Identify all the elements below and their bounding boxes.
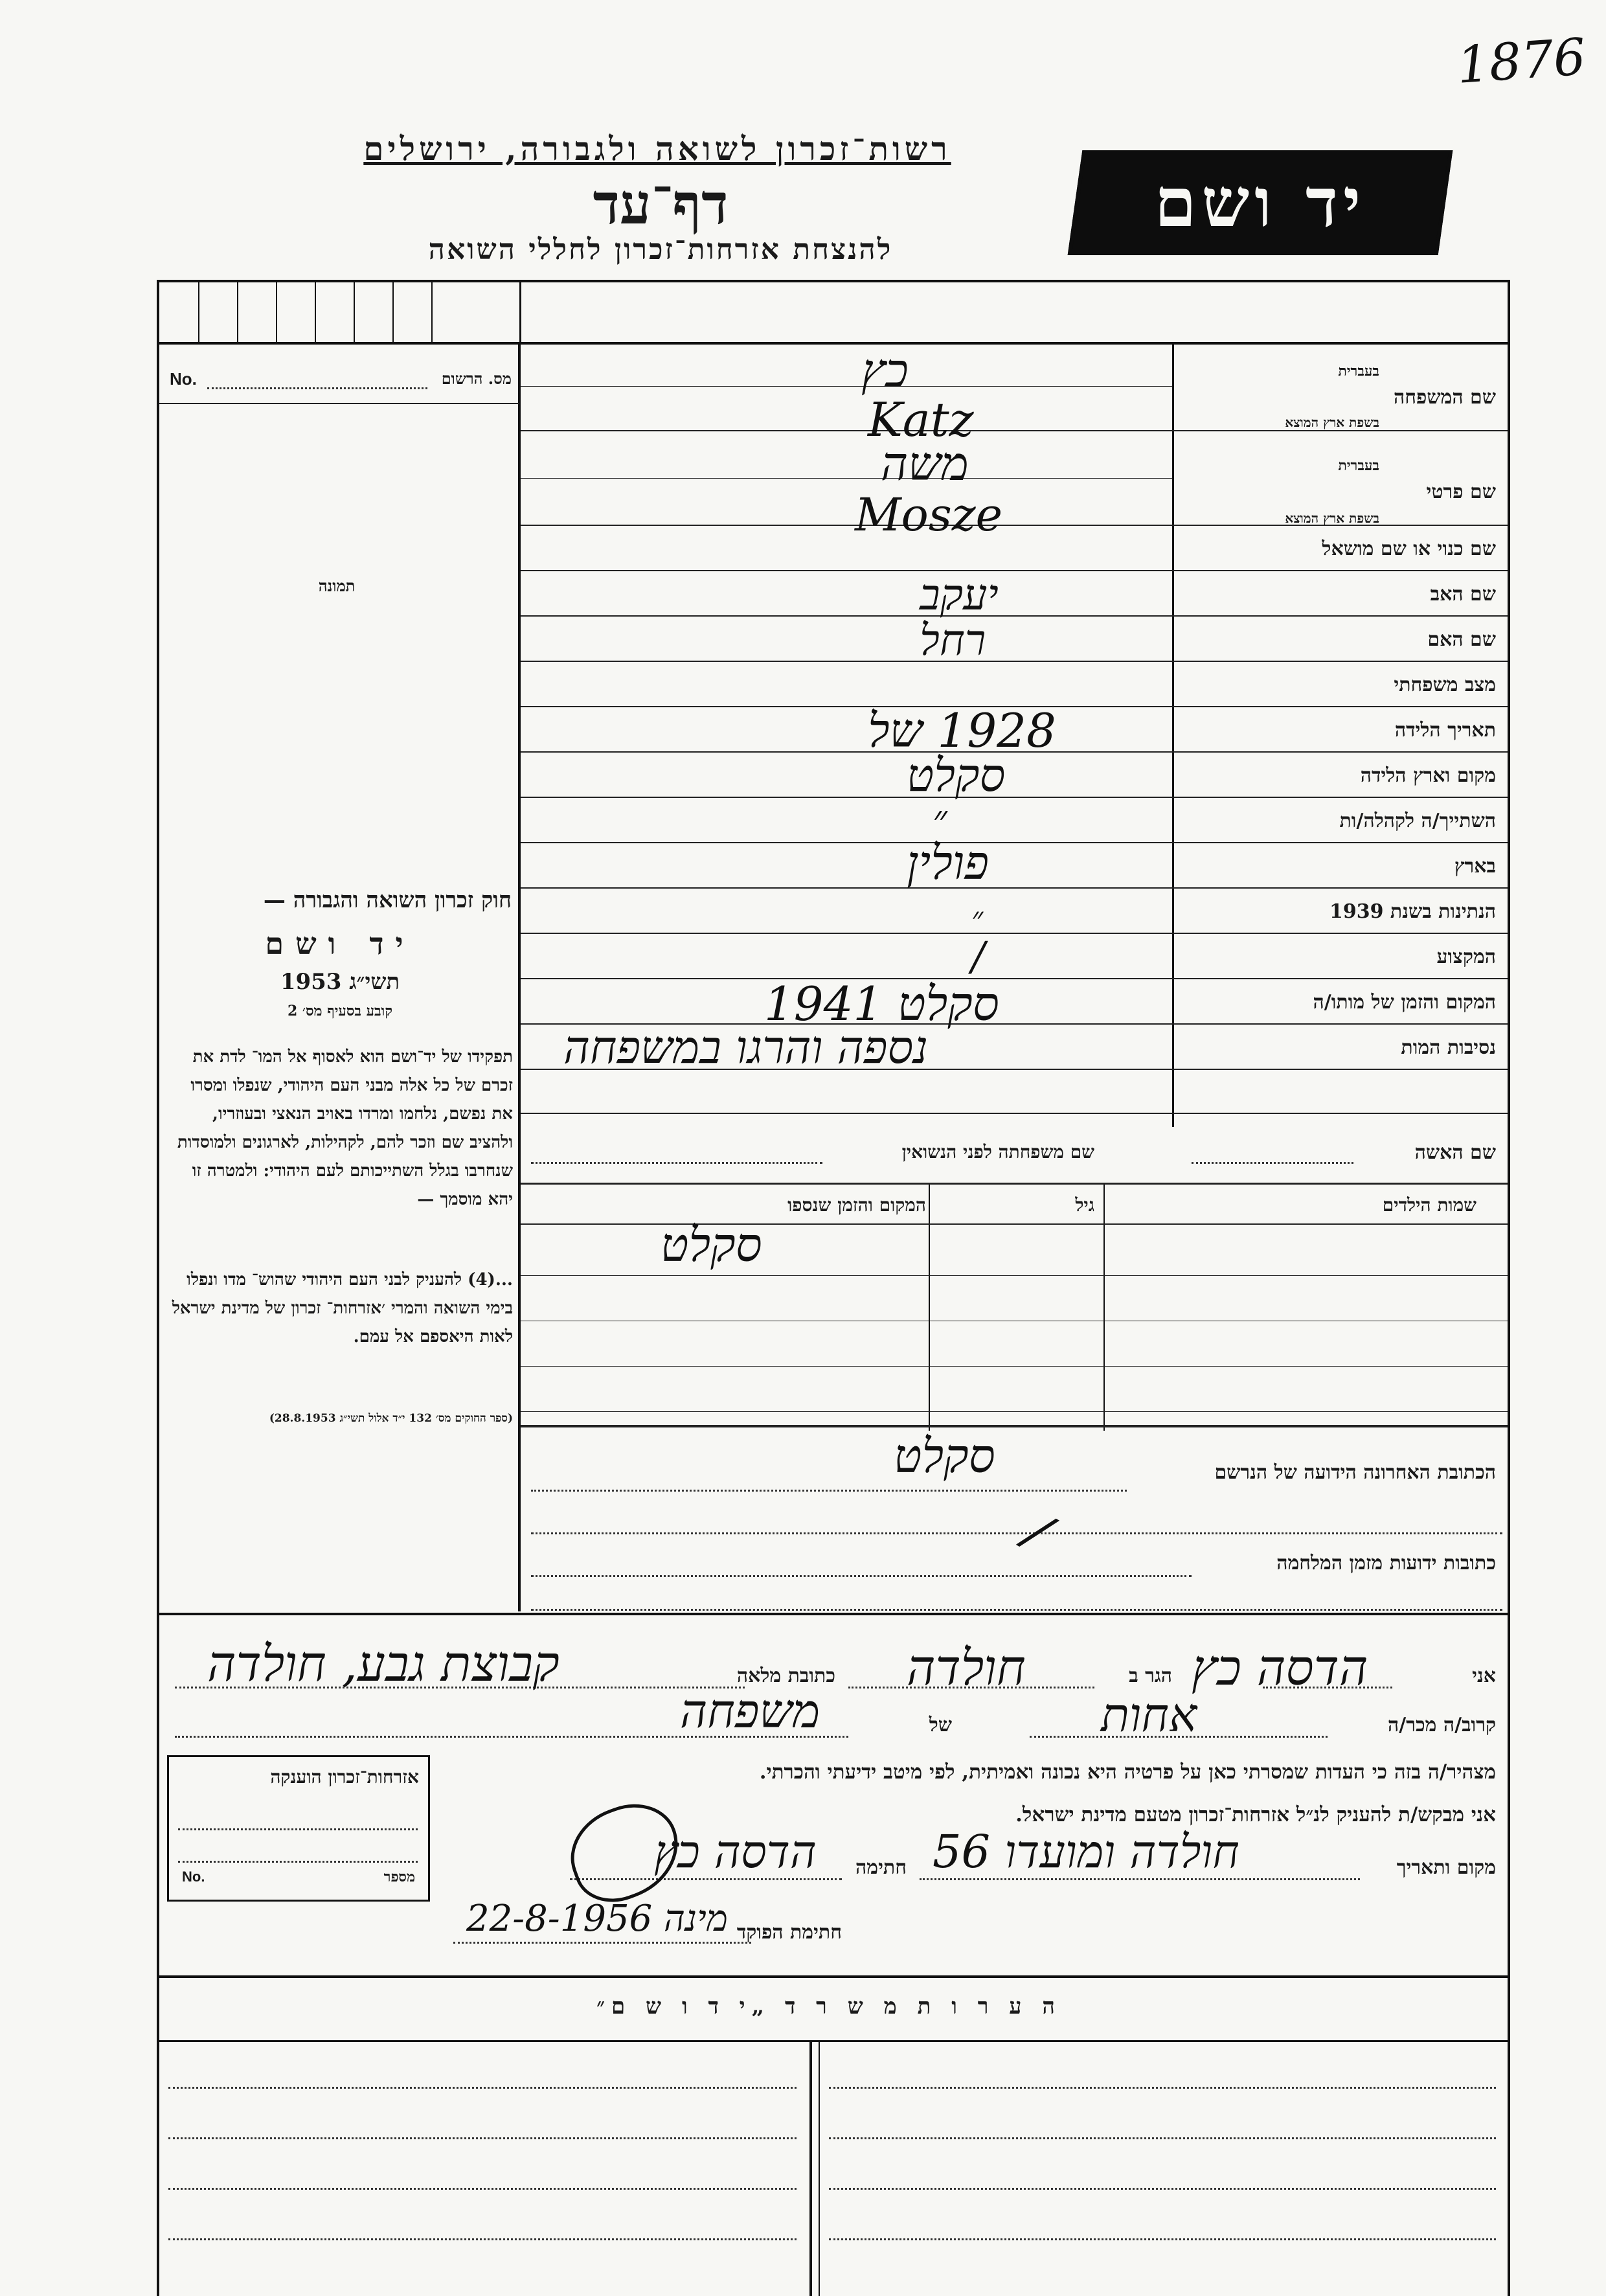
children-row-1-place[interactable]: סקלט <box>661 1218 762 1272</box>
death-place-time-value[interactable]: סקלט 1941 <box>764 977 999 1031</box>
request-text: אני מבקש/ת להעניק לנ״ל אזרחות־זכרון מטעם מדינת ישראל. <box>1015 1803 1496 1826</box>
birth-date-label: תאריך הלידה <box>1394 719 1496 742</box>
family-name-sub-hebrew: בעברית <box>1338 363 1379 380</box>
family-name-sub-origin: בשפת ארץ המוצא <box>1285 415 1379 430</box>
officer-signature-value[interactable]: מינה 22-8-1956 <box>466 1898 728 1940</box>
code-boxes <box>159 282 522 342</box>
honorary-citizenship-title: אזרחות־זכרון הוענקה <box>270 1766 419 1788</box>
full-address-label: כתובת מלאה <box>736 1665 835 1687</box>
frame-right <box>1508 280 1510 2296</box>
of-value[interactable]: משפחה <box>680 1684 820 1738</box>
first-name-hebrew-value[interactable]: משה <box>881 437 969 491</box>
honorary-citizenship-box <box>167 1755 430 1902</box>
office-notes-divider <box>809 2040 812 2296</box>
office-notes-divider-2 <box>819 2040 820 2296</box>
header-subtitle: להנצחת אזרחות־זכרון לחללי השואה <box>428 233 893 266</box>
wartime-dots <box>531 1575 1192 1577</box>
first-name-sub-hebrew: בעברית <box>1338 457 1379 474</box>
family-name-origin-value[interactable]: Katz <box>868 392 974 447</box>
office-note-line-7 <box>168 2238 797 2240</box>
community-value[interactable]: ״ <box>933 797 947 842</box>
registration-no-dots <box>207 387 427 389</box>
office-notes-top <box>157 1975 1510 1978</box>
declarant-resident-label: הגר ב <box>1129 1665 1172 1687</box>
death-circumstances-value[interactable]: נספה והרגו במשפחה <box>563 1021 929 1074</box>
place-date-value[interactable]: חולדה ומועדו 56 <box>933 1825 1239 1878</box>
birth-date-value[interactable]: 1928 של <box>868 703 1056 758</box>
birth-place-value[interactable]: סקלט <box>907 749 1006 802</box>
law-name: יד ושם <box>265 926 415 961</box>
last-address-label: הכתובת האחרונה הידועה של הנרשם <box>1214 1461 1496 1484</box>
honorary-no-label: מספר <box>383 1869 415 1885</box>
full-address-value[interactable]: קבוצת גבע, חולדה <box>207 1635 560 1692</box>
corner-number: 1876 <box>1455 28 1588 95</box>
header-authority: רשות־זכרון לשואה ולגבורה, ירושלים <box>363 130 951 168</box>
father-name-value[interactable]: יעקב <box>920 570 999 620</box>
logo-text: יד ושם <box>1154 163 1366 242</box>
mother-name-label: שם האם <box>1427 628 1496 651</box>
last-address-value[interactable]: סקלט <box>894 1429 995 1483</box>
office-note-line-1 <box>168 2087 797 2089</box>
wartime-address-label-text: כתובות ידועות מזמן המלחמה <box>1276 1552 1496 1574</box>
office-note-line-8 <box>829 2238 1496 2240</box>
wife-dots <box>1192 1162 1353 1164</box>
of-label: של <box>929 1714 952 1736</box>
office-note-line-5 <box>168 2188 797 2190</box>
declarant-i-value[interactable]: הדסה כץ <box>1192 1639 1368 1696</box>
registration-no-label: מס. הרשום <box>441 369 512 388</box>
wartime-address-value[interactable]: / <box>1015 1501 1061 1562</box>
wife-maiden-dots <box>531 1162 822 1164</box>
header-title: דף־עד <box>593 172 729 237</box>
officer-dots <box>453 1942 751 1944</box>
country-value[interactable]: פולין <box>907 835 990 890</box>
family-name-hebrew-value[interactable]: כץ <box>861 343 909 398</box>
office-notes-header-line <box>157 2040 1510 2042</box>
community-label: השתייך/ה לקהלה/ות <box>1339 810 1496 832</box>
law-text-1: תפקידו של יד־ושם הוא לאסוף אל המו־ לדת את זכרם של כל אלה מבני העם היהודי, שנפלו ומסרו את נפשם, נלחמו ומרדו באויב הנאצי ובעוזריו, ולהציב שם וזכר להם, לקהילות, לארגונים ולמוסדות שנחרבו בגלל השתייכותם לעם היהודי: ולמטרה זו יהא מוסמך — <box>177 1047 513 1209</box>
first-name-label: שם פרטי <box>1426 481 1496 503</box>
honorary-no-prefix: No. <box>182 1869 205 1885</box>
children-names-header: שמות הילדים <box>1382 1194 1476 1216</box>
office-note-line-2 <box>829 2087 1496 2089</box>
first-name-origin-value[interactable]: Mosze <box>855 488 1003 541</box>
place-date-label: מקום ותאריך <box>1396 1856 1496 1879</box>
officer-signature-label: חתימת הפוקד <box>736 1921 842 1944</box>
law-clause: קובע בסעיף מס׳ 2 <box>287 1003 393 1019</box>
marital-status-label: מצב משפחתי <box>1394 674 1496 696</box>
birth-place-label: מקום וארץ הלידה <box>1360 764 1496 787</box>
addresses-bottom-line <box>157 1613 1510 1615</box>
citizenship-1939-label: הנתינות בשנת 1939 <box>1329 900 1496 923</box>
registration-no-prefix: No. <box>170 369 197 389</box>
profession-label: המקצוע <box>1436 946 1496 968</box>
wife-maiden-label: שם משפחתה לפני הנשואין <box>901 1141 1094 1163</box>
office-note-line-3 <box>168 2137 797 2139</box>
law-year: תשי״ג 1953 <box>280 969 400 995</box>
signature-label: חתימה <box>855 1856 907 1879</box>
father-name-label: שם האב <box>1430 583 1496 606</box>
frame-left <box>157 280 159 2296</box>
nickname-label: שם כנוי או שם מושאל <box>1322 538 1496 560</box>
photo-label: תמונה <box>318 576 356 595</box>
law-title: חוק זכרון השואה והגבורה — <box>263 887 512 913</box>
law-text-2: ...(4) להעניק לבני העם היהודי שהוש־ מדו ונפלו בימי השואה והמרי ׳אזרחות־ זכרון של מדינת ישראל לאות היאספם אל עמם. <box>172 1270 513 1347</box>
registration-no-line <box>159 403 519 404</box>
relative-label: קרוב/ה מכר/ה <box>1388 1714 1496 1736</box>
signature-value[interactable]: הדסה כץ <box>654 1825 817 1878</box>
last-address-dots <box>531 1490 1127 1492</box>
office-notes-title: ה ע ר ו ת מ ש ר ד „י ד ו ש ם״ <box>596 1994 1061 2019</box>
children-age-header: גיל <box>1075 1194 1094 1216</box>
office-note-line-6 <box>829 2188 1496 2190</box>
country-label: בארץ <box>1454 855 1496 878</box>
law-source: (ספר החוקים מס׳ 132 י״ד אלול תשי״ג 28.8.1953) <box>269 1412 513 1425</box>
family-name-label: שם המשפחה <box>1393 386 1496 409</box>
children-place-header: המקום והזמן שנספו <box>787 1194 926 1216</box>
profession-value[interactable]: / <box>971 933 985 980</box>
death-place-time-label: המקום והזמן של מותו/ה <box>1313 991 1496 1014</box>
addresses-top-line <box>521 1425 1508 1427</box>
declarant-resident-value[interactable]: חולדה <box>907 1639 1026 1696</box>
first-name-sub-origin: בשפת ארץ המוצא <box>1285 510 1379 526</box>
wife-label: שם האשה <box>1414 1141 1496 1164</box>
last-address-dots-2 <box>531 1532 1502 1534</box>
declarant-i-label: אני <box>1472 1665 1496 1687</box>
yad-vashem-logo <box>1068 150 1453 255</box>
death-circumstances-label: נסיבות המות <box>1401 1036 1496 1059</box>
citizenship-1939-value[interactable]: ״ <box>971 900 984 937</box>
office-note-line-4 <box>829 2137 1496 2139</box>
wartime-dots-2 <box>531 1609 1502 1611</box>
mother-name-value[interactable]: רחל <box>920 615 986 665</box>
declaration-text: מצהיר/ה בזה כי העדות שמסרתי כאן על פרטיה היא נכונה ואמיתית, לפי מיטב ידיעתי והכרתי. <box>759 1760 1496 1784</box>
relative-value[interactable]: אחות <box>1101 1688 1197 1742</box>
